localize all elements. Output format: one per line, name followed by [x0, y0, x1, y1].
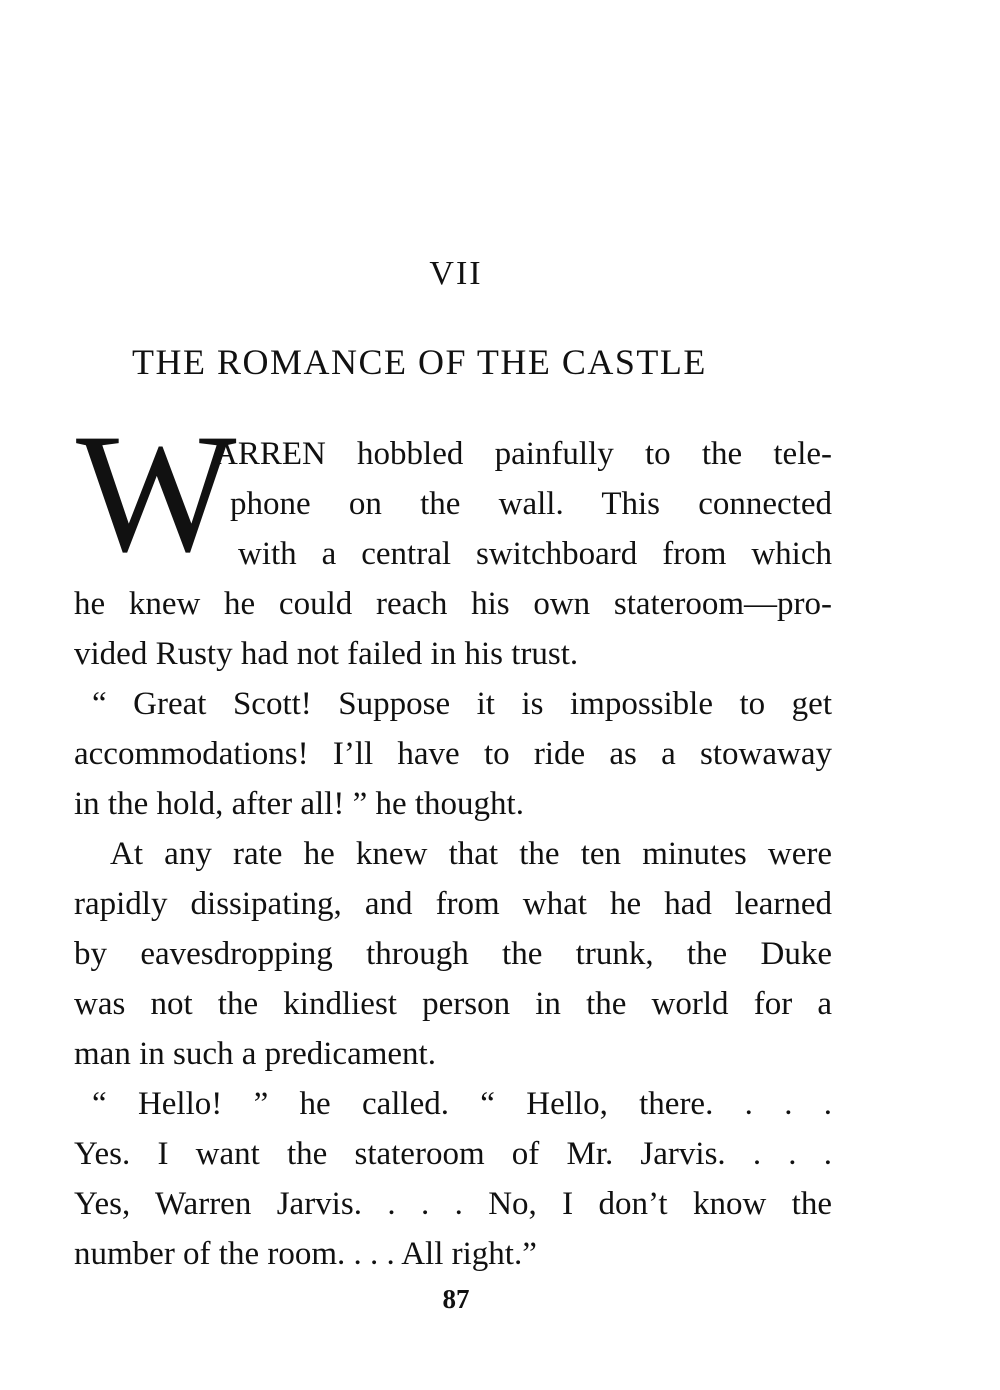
text-line: rapidly dissipating, and from what he had learned	[74, 886, 832, 922]
text-line: Yes, Warren Jarvis. . . . No, I don’t know the	[74, 1186, 832, 1222]
text-line: vided Rusty had not failed in his trust.	[74, 636, 579, 672]
text-line: accommodations! I’ll have to ride as a stowaway	[74, 736, 832, 772]
chapter-number: VII	[429, 255, 483, 292]
text-line: by eavesdropping through the trunk, the Duke	[74, 936, 832, 972]
text-line: he knew he could reach his own stateroom—pro-	[74, 586, 832, 622]
page-number: 87	[442, 1284, 470, 1314]
text-line: in the hold, after all! ” he thought.	[74, 786, 524, 822]
text-line: phone on the wall. This connected	[230, 486, 832, 522]
text-line: “ Hello! ” he called. “ Hello, there. . . .	[92, 1086, 832, 1122]
text-line: Yes. I want the stateroom of Mr. Jarvis. . . .	[74, 1136, 832, 1172]
text-line: man in such a predicament.	[74, 1036, 436, 1072]
text-line: ARREN hobbled painfully to the tele-	[214, 436, 832, 472]
text-line: At any rate he knew that the ten minutes were	[110, 836, 832, 872]
text-line: was not the kindliest person in the world for a	[74, 986, 832, 1022]
text-line: number of the room. . . . All right.”	[74, 1236, 537, 1272]
chapter-title: THE ROMANCE OF THE CASTLE	[132, 342, 707, 382]
text-line: “ Great Scott! Suppose it is impossible to get	[92, 686, 832, 722]
drop-cap: W	[76, 399, 237, 587]
text-line: with a central switchboard from which	[238, 536, 832, 572]
